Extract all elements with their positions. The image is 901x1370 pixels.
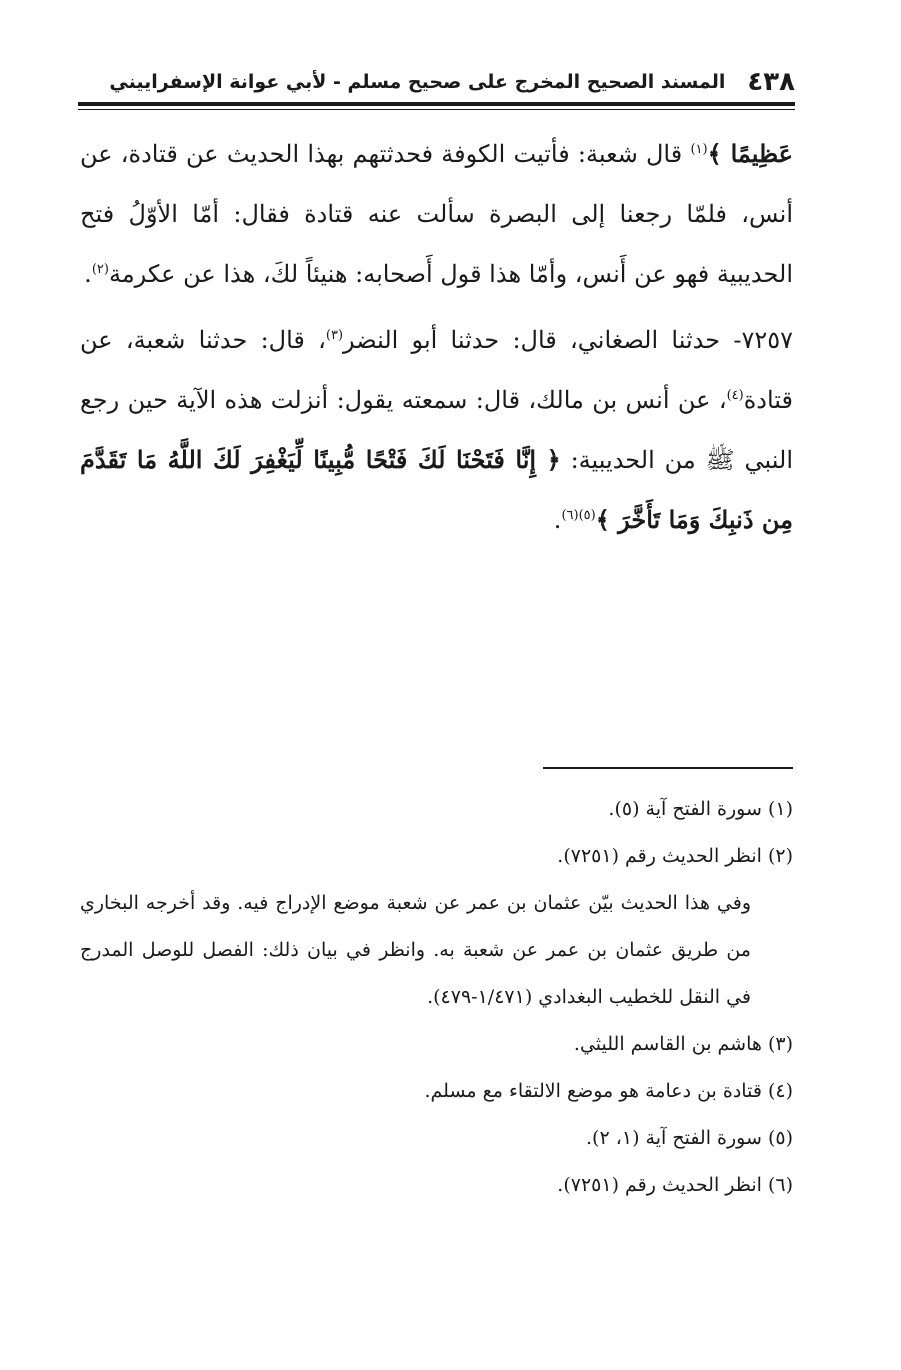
running-title: المسند الصحيح المخرج على صحيح مسلم - لأبي عوانة الإسفراييني bbox=[109, 71, 726, 93]
footnote-ref-4: (٤) bbox=[726, 388, 744, 403]
quran-verse: ﴿ إِنَّا فَتَحْنَا لَكَ فَتْحًا مُّبِينًا لِّيَغْفِرَ لَكَ اللَّهُ مَا تَقَدَّمَ مِن ذَنبِكَ وَمَا تَأَخَّرَ ﴾ bbox=[80, 445, 793, 534]
hadith-7257-text-a: ٧٢٥٧- حدثنا الصغاني، قال: حدثنا أبو النضر bbox=[343, 326, 793, 354]
footnote-ref-3: (٣) bbox=[325, 328, 344, 343]
paragraph-1-text: قال شعبة: فأتيت الكوفة فحدثتهم بهذا الحديث عن قتادة، عن أنس، فلمّا رجعنا إلى البصرة سألت عنه قتادة فقال: أمّا الأوّلُ فتح الحديبية فهو عن أَنس، وأمّا هذا قول أَصحابه: هنيئاً لكَ، هذا عن عكرمة bbox=[80, 140, 793, 288]
page-header bbox=[78, 62, 795, 102]
footnote-3: (٣) هاشم بن القاسم الليثي. bbox=[573, 1033, 793, 1055]
footnotes bbox=[80, 786, 793, 1209]
quran-verse-end: عَظِيمًا ﴾ bbox=[707, 139, 794, 168]
footnote-ref-2: (٢) bbox=[91, 262, 109, 277]
footnote-5: (٥) سورة الفتح آية (١، ٢). bbox=[586, 1127, 793, 1149]
hadith-7257-text-c: ، عن أنس بن مالك، قال: سمعته يقول: أنزلت هذه الآية حين رجع النبي ﷺ من الحديبية: bbox=[80, 386, 793, 474]
header-rule-thin bbox=[78, 109, 795, 110]
footnote-separator bbox=[543, 767, 793, 769]
footnote-4: (٤) قتادة بن دعامة هو موضع الالتقاء مع مسلم. bbox=[424, 1080, 793, 1102]
footnote-2: (٢) انظر الحديث رقم (٧٢٥١). bbox=[557, 845, 793, 867]
footnote-ref-1: (١) bbox=[690, 142, 708, 157]
page-number: ٤٣٨ bbox=[747, 67, 795, 97]
footnote-ref-5-6: (٥)(٦) bbox=[561, 508, 596, 523]
footnote-1: (١) سورة الفتح آية (٥). bbox=[608, 798, 793, 820]
paragraph-1 bbox=[80, 124, 793, 304]
paragraph-1-end: . bbox=[84, 260, 92, 288]
footnote-6: (٦) انظر الحديث رقم (٧٢٥١). bbox=[557, 1174, 793, 1196]
hadith-7257-end: . bbox=[553, 506, 562, 534]
header-rule bbox=[78, 102, 795, 106]
hadith-7257 bbox=[80, 310, 793, 550]
main-text bbox=[80, 124, 793, 550]
footnote-2-continuation: وفي هذا الحديث بيّن عثمان بن عمر عن شعبة موضع الإدراج فيه. وقد أخرجه البخاري من طريق عثمان بن عمر عن شعبة به. وانظر في بيان ذلك: الفصل للوصل المدرج في النقل للخطيب البغدادي (١/٤٧١-٤٧٩). bbox=[80, 892, 751, 1008]
hadith-7257-text-b: ، قال: حدثنا شعبة، عن قتادة bbox=[80, 326, 793, 414]
